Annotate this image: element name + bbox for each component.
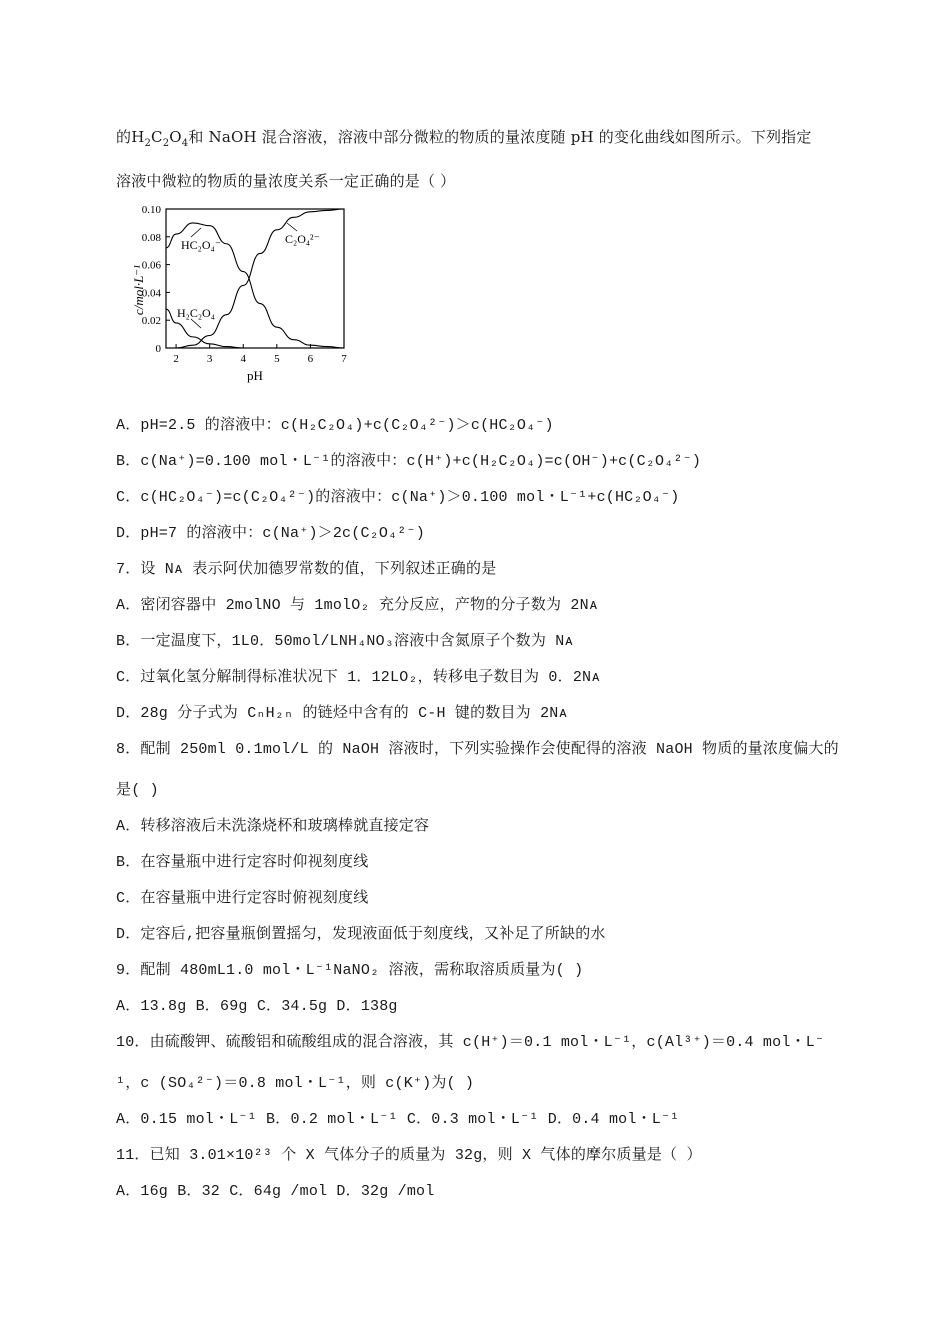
x-tick-label: 3	[206, 353, 213, 365]
curve-label-1: C₂O₄²⁻	[285, 232, 320, 246]
q7-option-d: D．28g 分子式为 CₙH₂ₙ 的链烃中含有的 C-H 键的数目为 2Nᴀ	[116, 705, 568, 722]
q8-option-d: D．定容后,把容量瓶倒置摇匀，发现液面低于刻度线，又补足了所缺的水	[116, 926, 606, 943]
y-tick-label: 0.02	[141, 315, 161, 328]
label-leader-line	[191, 319, 201, 328]
q7-option-b: B．一定温度下，1L0．50mol/LNH₄NO₃溶液中含氮原子个数为 Nᴀ	[116, 633, 574, 650]
concentration-ph-chart	[131, 195, 365, 385]
q8-option-b: B．在容量瓶中进行定容时仰视刻度线	[116, 854, 369, 871]
q8-option-c: C．在容量瓶中进行定容时俯视刻度线	[116, 890, 369, 907]
x-axis-label: pH	[247, 368, 263, 383]
plot-frame	[166, 209, 344, 348]
y-tick-label: 0	[155, 343, 161, 355]
y-tick-label: 0.06	[141, 259, 161, 272]
y-tick-label: 0.08	[141, 231, 161, 244]
q11-options: A．16g B．32 C．64g /mol D．32g /mol	[116, 1183, 435, 1200]
q10-options: A．0.15 mol・L⁻¹ B．0.2 mol・L⁻¹ C．0.3 mol・L⁻¹ D．0.4 mol・L⁻¹	[116, 1111, 680, 1128]
x-tick-label: 2	[173, 353, 179, 365]
x-tick-label: 7	[341, 353, 347, 365]
q6-option-d: D．pH=7 的溶液中：c(Na⁺)＞2c(C₂O₄²⁻)	[116, 525, 425, 542]
label-leader-line	[287, 223, 297, 231]
curve-labels	[177, 223, 320, 328]
q8-option-a: A．转移溶液后未洗涤烧杯和玻璃棒就直接定容	[116, 818, 430, 835]
y-tick-label: 0.04	[141, 287, 161, 300]
curve-label-2: H₂C₂O₄	[177, 306, 215, 320]
x-tick-label: 6	[307, 353, 314, 365]
y-axis-label: c/mol·L⁻¹	[131, 264, 146, 316]
curves	[166, 209, 344, 348]
label-leader-line	[191, 228, 201, 237]
q10-stem-line-1: 10．由硫酸钾、硫酸铝和硫酸组成的混合溶液，其 c(H⁺)＝0.1 mol・L⁻¹，c(Al³⁺)＝0.4 mol・L⁻	[116, 1034, 825, 1051]
q9-options: A．13.8g B．69g C．34.5g D．138g	[116, 998, 398, 1015]
y-tick-label: 0.10	[141, 204, 161, 216]
intro-line-1: 的$H_2C_2O_4$和 NaOH 混合溶液，溶液中部分微粒的物质的量浓度随 pH 的变化曲线如图所示。下列指定	[116, 128, 812, 149]
q6-option-c: C．c(HC₂O₄⁻)=c(C₂O₄²⁻)的溶液中：c(Na⁺)＞0.100 mol・L⁻¹+c(HC₂O₄⁻)	[116, 489, 680, 506]
q9-stem: 9．配制 480mL1.0 mol・L⁻¹NaNO₂ 溶液，需称取溶质质量为( )	[116, 962, 584, 979]
q8-stem-line-2: 是( )	[116, 782, 159, 799]
q10-stem-line-2: ¹，c (SO₄²⁻)＝0.8 mol・L⁻¹，则 c(K⁺)为( )	[116, 1075, 475, 1092]
q6-option-b: B．c(Na⁺)=0.100 mol・L⁻¹的溶液中：c(H⁺)+c(H₂C₂O₄)=c(OH⁻)+c(C₂O₄²⁻)	[116, 453, 702, 470]
curve-label-0: HC₂O₄⁻	[181, 238, 222, 252]
intro-line-2: 溶液中微粒的物质的量浓度关系一定正确的是（ ）	[116, 172, 456, 190]
x-axis-ticks	[173, 344, 347, 365]
x-tick-label: 4	[240, 353, 246, 365]
q7-stem: 7．设 Nᴀ 表示阿伏加德罗常数的值，下列叙述正确的是	[116, 561, 497, 578]
q11-stem: 11．已知 3.01×10²³ 个 X 气体分子的质量为 32g，则 X 气体的摩尔质量是（ ）	[116, 1147, 702, 1164]
x-tick-label: 5	[274, 353, 280, 365]
q6-option-a: A．pH=2.5 的溶液中：c(H₂C₂O₄)+c(C₂O₄²⁻)＞c(HC₂O₄⁻)	[116, 417, 554, 434]
q7-option-c: C．过氧化氢分解制得标准状况下 1．12LO₂，转移电子数目为 0．2Nᴀ	[116, 669, 601, 686]
q8-stem-line-1: 8．配制 250ml 0.1mol/L 的 NaOH 溶液时，下列实验操作会使配得的溶液 NaOH 物质的量浓度偏大的	[116, 741, 839, 758]
q7-option-a: A．密闭容器中 2molNO 与 1molO₂ 充分反应，产物的分子数为 2Nᴀ	[116, 597, 599, 614]
series-line-2	[166, 209, 344, 348]
